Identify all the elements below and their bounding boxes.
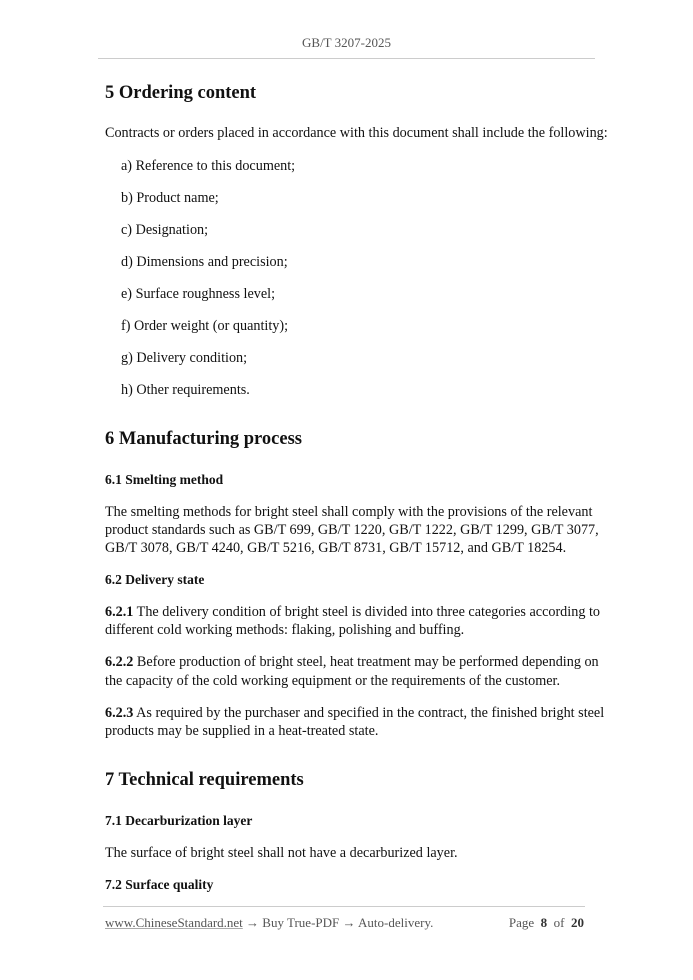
section-7-2-heading: 7.2 Surface quality	[105, 877, 214, 892]
list-item: c) Designation;	[121, 222, 209, 238]
section-7-heading: 7 Technical requirements	[105, 770, 304, 790]
clause-text: Before production of bright steel, heat treatment may be performed depending on	[136, 654, 599, 670]
section-6-heading: 6 Manufacturing process	[105, 429, 302, 449]
list-item: e) Surface roughness level;	[121, 286, 276, 302]
list-item: g) Delivery condition;	[121, 350, 248, 366]
clause-text: As required by the purchaser and specified in the contract, the finished bright steel	[136, 705, 605, 721]
section-5-intro: Contracts or orders placed in accordance with this document shall include the following:	[105, 125, 608, 141]
paragraph-line: The smelting methods for bright steel shall comply with the provisions of the relevant	[105, 504, 593, 520]
list-item: h) Other requirements.	[121, 382, 250, 398]
total-pages: 20	[571, 915, 584, 930]
paragraph-line: different cold working methods: flaking, polishing and buffing.	[105, 622, 465, 638]
clause-number: 6.2.1	[105, 604, 134, 620]
page-number	[509, 915, 584, 931]
paragraph-line	[105, 704, 604, 722]
list-item: d) Dimensions and precision;	[121, 254, 288, 270]
header-divider	[98, 58, 595, 59]
section-6-2-heading: 6.2 Delivery state	[105, 572, 205, 587]
running-header: GB/T 3207-2025	[302, 35, 391, 50]
footer-divider	[103, 906, 585, 907]
clause-text: The delivery condition of bright steel is divided into three categories according to	[136, 604, 600, 620]
paragraph-line	[105, 603, 600, 621]
list-item: f) Order weight (or quantity);	[121, 318, 289, 334]
paragraph-line: The surface of bright steel shall not have a decarburized layer.	[105, 845, 458, 861]
current-page: 8	[540, 915, 548, 930]
of-label: of	[553, 915, 565, 930]
footer-promo	[105, 915, 433, 931]
clause-number: 6.2.2	[105, 654, 134, 670]
site-link[interactable]: www.ChineseStandard.net	[105, 915, 243, 930]
list-item: b) Product name;	[121, 190, 219, 206]
clause-number: 6.2.3	[105, 705, 134, 721]
paragraph-line: products may be supplied in a heat-treated state.	[105, 723, 379, 739]
paragraph-line: GB/T 3078, GB/T 4240, GB/T 5216, GB/T 8731, GB/T 15712, and GB/T 18254.	[105, 540, 567, 556]
paragraph-line: the capacity of the cold working equipment or the requirements of the customer.	[105, 673, 561, 689]
section-7-1-heading: 7.1 Decarburization layer	[105, 813, 253, 828]
section-6-1-heading: 6.1 Smelting method	[105, 472, 224, 487]
section-5-heading: 5 Ordering content	[105, 83, 257, 103]
paragraph-line	[105, 653, 599, 671]
footer-text: → Buy True-PDF → Auto-delivery.	[242, 915, 434, 930]
page-label: Page	[508, 915, 535, 930]
paragraph-line: product standards such as GB/T 699, GB/T 1220, GB/T 1222, GB/T 1299, GB/T 3077,	[105, 522, 599, 538]
list-item: a) Reference to this document;	[121, 158, 296, 174]
